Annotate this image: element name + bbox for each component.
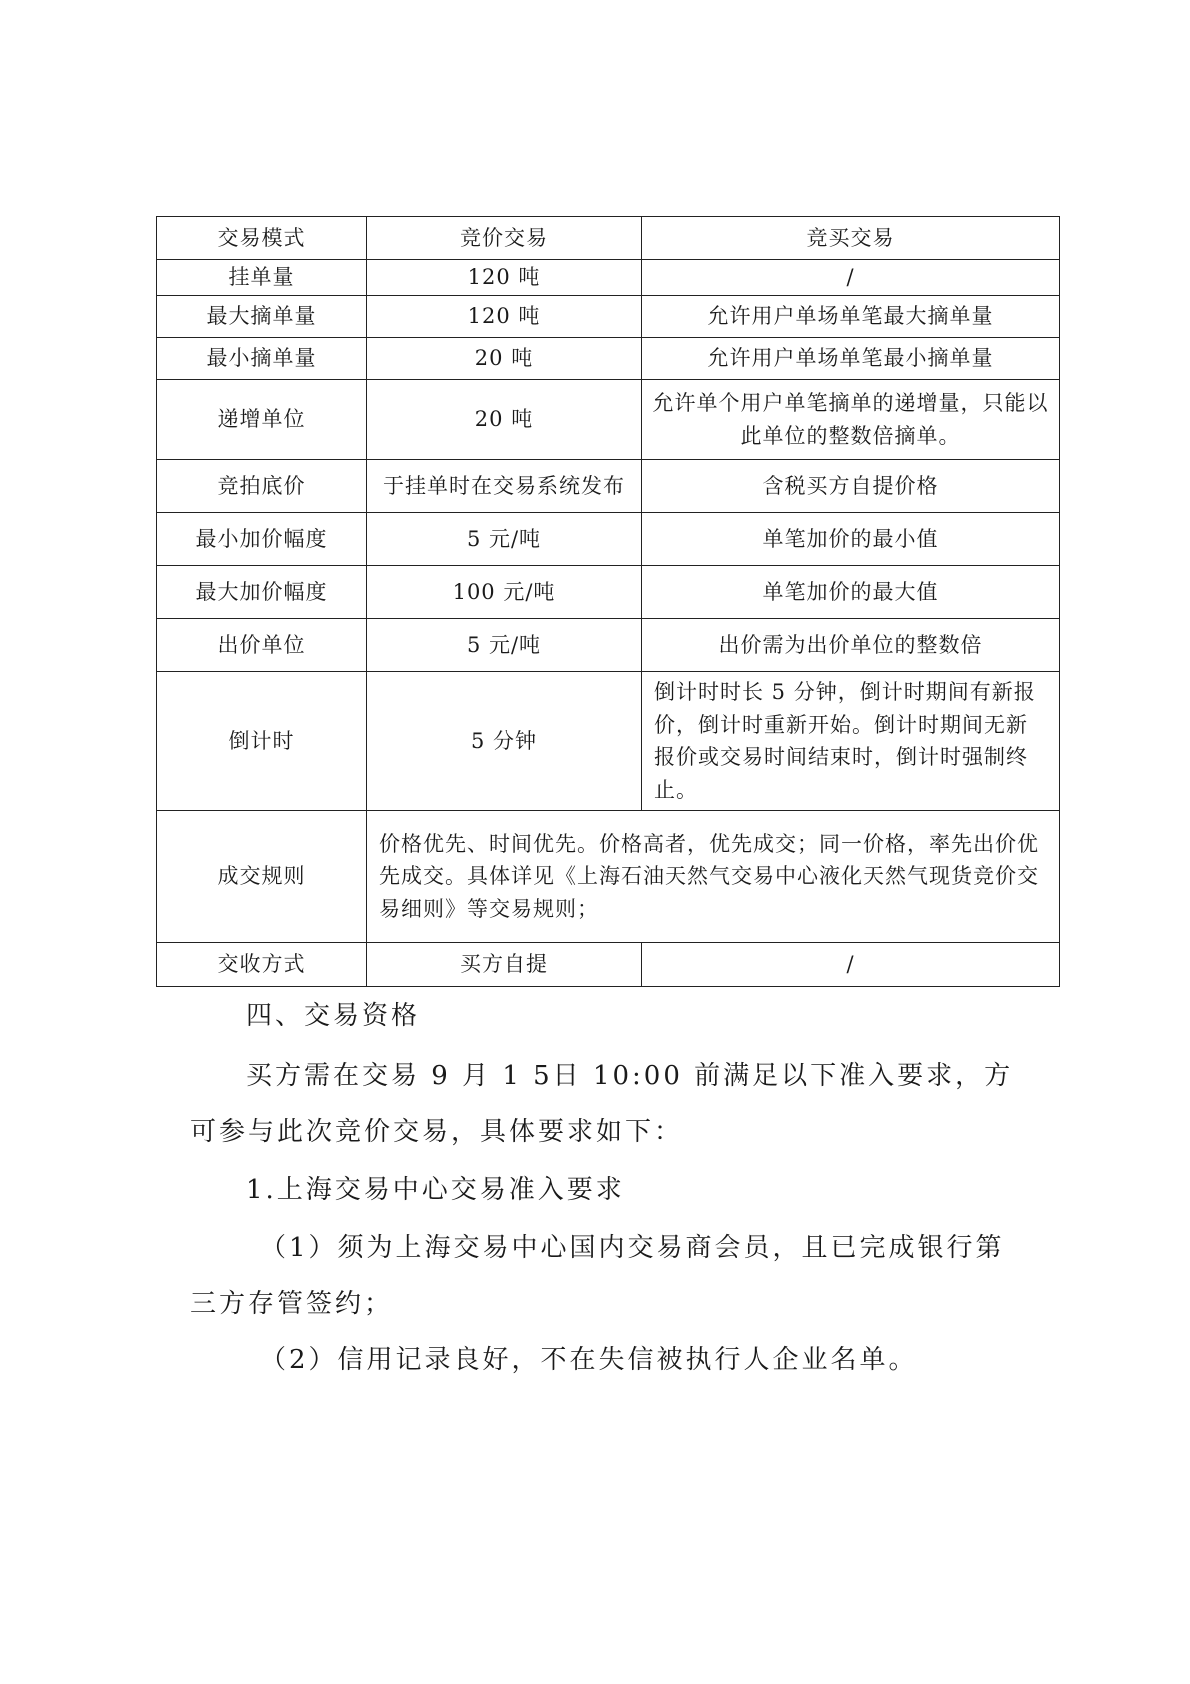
requirement-item: （2）信用记录良好，不在失信被执行人企业名单。	[260, 1345, 918, 1375]
paragraph-line: 三方存管签约；	[190, 1289, 394, 1319]
row-buying-value: 允许单个用户单笔摘单的递增量，只能以此单位的整数倍摘单。	[642, 380, 1060, 460]
row-label: 最小摘单量	[157, 338, 367, 380]
row-bidding-value: 100 元/吨	[367, 566, 642, 619]
row-bidding-value: 5 分钟	[367, 672, 642, 811]
table-row	[157, 338, 1060, 380]
row-label: 倒计时	[157, 672, 367, 811]
row-bidding-value: 于挂单时在交易系统发布	[367, 460, 642, 513]
row-buying-value: /	[642, 260, 1060, 296]
section-heading: 四、交易资格	[246, 1001, 421, 1031]
row-buying-value: 倒计时时长 5 分钟，倒计时期间有新报价，倒计时重新开始。倒计时期间无新报价或交易时间结束时，倒计时强制终止。	[642, 672, 1060, 811]
paragraph-line: 买方需在交易 9 月 1 5日 10:00 前满足以下准入要求，方	[246, 1061, 1014, 1091]
table-row	[157, 566, 1060, 619]
row-label: 交收方式	[157, 943, 367, 987]
requirement-item	[190, 1220, 1030, 1332]
row-buying-value: 单笔加价的最大值	[642, 566, 1060, 619]
row-bidding-value: 5 元/吨	[367, 513, 642, 566]
trading-rules-table	[156, 216, 1060, 987]
requirement-heading: 1.上海交易中心交易准入要求	[246, 1175, 625, 1205]
row-bidding-value: 120 吨	[367, 260, 642, 296]
table-row	[157, 380, 1060, 460]
row-label: 成交规则	[157, 811, 367, 943]
row-bidding-value: 20 吨	[367, 338, 642, 380]
row-bidding-value: 买方自提	[367, 943, 642, 987]
paragraph-line: 可参与此次竞价交易，具体要求如下：	[190, 1117, 684, 1147]
row-bidding-value: 20 吨	[367, 380, 642, 460]
row-label: 递增单位	[157, 380, 367, 460]
paragraph-line: （1）须为上海交易中心国内交易商会员，且已完成银行第	[260, 1233, 1005, 1263]
row-buying-value: 允许用户单场单笔最小摘单量	[642, 338, 1060, 380]
header-buying: 竞买交易	[642, 217, 1060, 260]
row-label: 最小加价幅度	[157, 513, 367, 566]
row-label: 出价单位	[157, 619, 367, 672]
row-label: 最大加价幅度	[157, 566, 367, 619]
table-row	[157, 260, 1060, 296]
row-buying-value: 含税买方自提价格	[642, 460, 1060, 513]
table-row	[157, 619, 1060, 672]
row-label: 竞拍底价	[157, 460, 367, 513]
deal-rules-text: 价格优先、时间优先。价格高者，优先成交；同一价格，率先出价优先成交。具体详见《上海石油天然气交易中心液化天然气现货竞价交易细则》等交易规则；	[367, 811, 1060, 943]
row-buying-value: 单笔加价的最小值	[642, 513, 1060, 566]
row-label: 挂单量	[157, 260, 367, 296]
table-row	[157, 943, 1060, 987]
row-label: 最大摘单量	[157, 296, 367, 338]
row-buying-value: /	[642, 943, 1060, 987]
row-buying-value: 出价需为出价单位的整数倍	[642, 619, 1060, 672]
row-bidding-value: 120 吨	[367, 296, 642, 338]
row-buying-value: 允许用户单场单笔最大摘单量	[642, 296, 1060, 338]
table-row	[157, 513, 1060, 566]
table-row-deal-rules	[157, 811, 1060, 943]
table-row	[157, 672, 1060, 811]
table-row	[157, 460, 1060, 513]
eligibility-paragraph	[190, 1048, 1030, 1160]
header-mode: 交易模式	[157, 217, 367, 260]
table-header-row	[157, 217, 1060, 260]
row-bidding-value: 5 元/吨	[367, 619, 642, 672]
header-bidding: 竞价交易	[367, 217, 642, 260]
table-row	[157, 296, 1060, 338]
